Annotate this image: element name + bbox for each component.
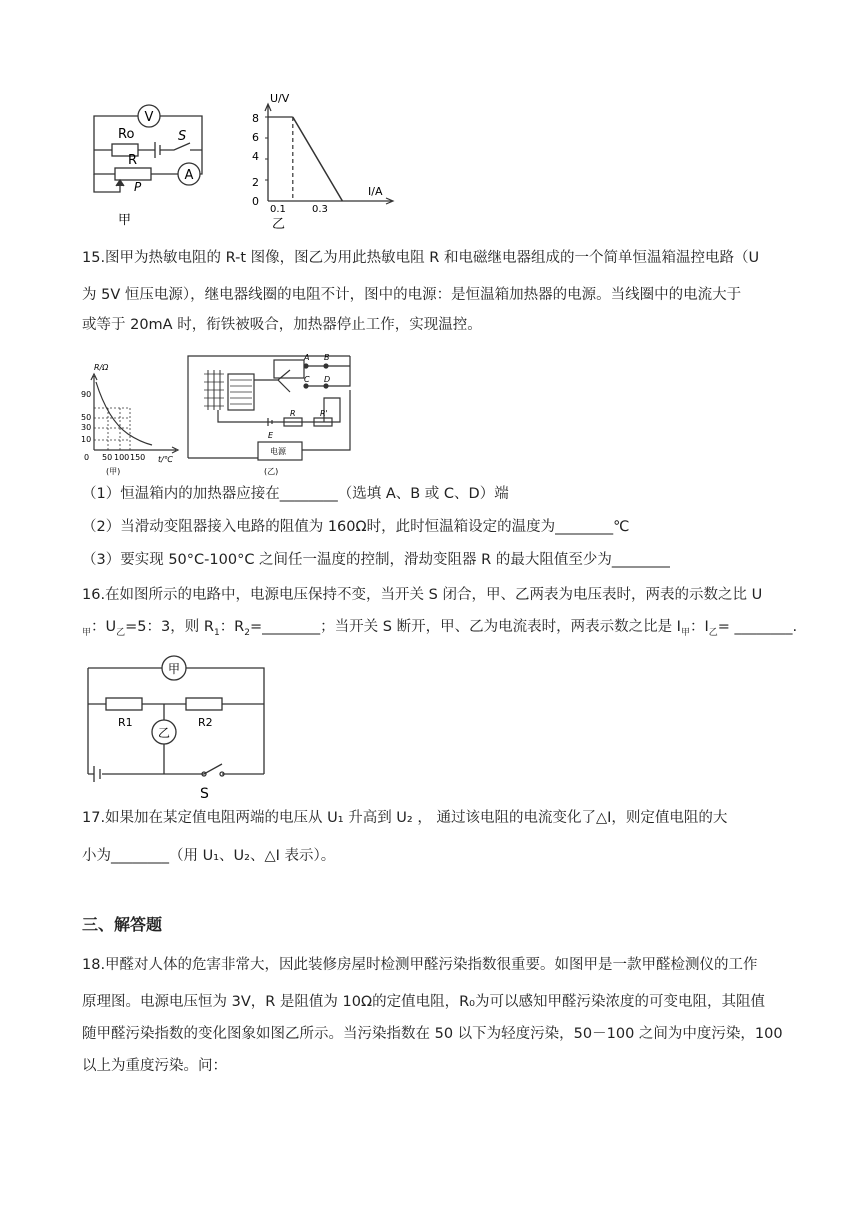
y-tick-8: 8 bbox=[252, 112, 259, 125]
r-label-15: R bbox=[290, 409, 296, 418]
r1-label: R1 bbox=[118, 716, 133, 729]
terminal-d: D bbox=[324, 375, 331, 384]
fig14-yi-label: 乙 bbox=[272, 217, 286, 232]
r-rheostat bbox=[115, 168, 151, 180]
q15-graph-y-label: R/Ω bbox=[94, 363, 109, 372]
voltmeter-label: V bbox=[144, 110, 154, 125]
sub-yi: 乙 bbox=[116, 627, 126, 638]
q15-x-tick-0: 0 bbox=[84, 453, 90, 462]
q17-line-2: 小为________（用 U₁、U₂、△I 表示）。 bbox=[82, 848, 336, 864]
q16-figure bbox=[80, 650, 270, 800]
q15-x-tick-100: 100 bbox=[114, 453, 130, 462]
y-tick-2: 2 bbox=[252, 176, 259, 189]
q15-graph-jia bbox=[91, 374, 178, 453]
r2-label: R2 bbox=[198, 716, 213, 729]
terminal-b: B bbox=[324, 353, 330, 362]
sub-jia-2: 甲 bbox=[680, 627, 690, 638]
power-label: 电源 bbox=[270, 447, 286, 456]
series-line bbox=[293, 117, 343, 201]
q17-line-1: 17.如果加在某定值电阻两端的电压从 U₁ 升高到 U₂ ， 通过该电阻的电流变化了△I，则定值电阻的大 bbox=[82, 810, 728, 826]
q18-line-3: 随甲醛污染指数的变化图象如图乙所示。当污染指数在 50 以下为轻度污染，50－100 之间为中度污染，100 bbox=[82, 1026, 783, 1042]
q15-sub-2: （2）当滑动变阻器接入电路的阻值为 160Ω时，此时恒温箱设定的温度为________℃ bbox=[82, 519, 630, 535]
sub-yi-2: 乙 bbox=[708, 627, 718, 638]
q16-text-e: ：I bbox=[689, 619, 709, 635]
r1-resistor bbox=[106, 698, 142, 710]
y-tick-6: 6 bbox=[252, 131, 259, 144]
q15-line-2: 为 5V 恒压电源），继电器线圈的电阻不计，图中的电源：是恒温箱加热器的电源。当线圈中的电流大于 bbox=[82, 287, 742, 303]
q15-circuit-yi bbox=[188, 356, 350, 460]
e-label: E bbox=[268, 431, 274, 440]
q15-figure bbox=[78, 350, 368, 480]
q15-x-tick-50: 50 bbox=[102, 453, 113, 462]
y-tick-0: 0 bbox=[252, 195, 259, 208]
x-tick-0-3: 0.3 bbox=[312, 204, 328, 215]
q15-yi-label: (乙) bbox=[264, 467, 279, 476]
q15-y-tick-90: 90 bbox=[81, 390, 92, 399]
q16-text-d: =________；当开关 S 断开，甲、乙为电流表时，两表示数之比是 I bbox=[250, 619, 681, 635]
q16-text-c: ：R bbox=[219, 619, 245, 635]
slider-wire bbox=[94, 174, 120, 192]
ammeter-label: A bbox=[184, 168, 194, 183]
switch-s-label: S bbox=[200, 786, 209, 800]
battery-icon-16 bbox=[94, 766, 100, 782]
r2-resistor bbox=[186, 698, 222, 710]
q15-sub-3: （3）要实现 50°C-100°C 之间任一温度的控制，滑劫变阻器 R 的最大阻值至少为________ bbox=[82, 552, 670, 568]
q15-line-3: 或等于 20mA 时，衔铁被吸合，加热器停止工作，实现温控。 bbox=[82, 317, 482, 333]
meter-yi-label: 乙 bbox=[157, 726, 171, 740]
sub-1: 1 bbox=[213, 627, 220, 638]
q15-sub-1: （1）恒温箱内的加热器应接在________（选填 A、B 或 C、D）端 bbox=[82, 486, 509, 502]
slider-label: P bbox=[134, 180, 142, 194]
q16-line-2 bbox=[82, 617, 798, 643]
q16-text-a: ：U bbox=[91, 619, 117, 635]
r0-label: Ro bbox=[118, 127, 135, 142]
fig14-jia-label: 甲 bbox=[118, 213, 132, 228]
graph-x-axis-label: I/A bbox=[368, 185, 383, 198]
q15-y-tick-50: 50 bbox=[81, 413, 92, 422]
q18-line-1: 18.甲醛对人体的危害非常大，因此装修房屋时检测甲醛污染指数很重要。如图甲是一款甲醛检测仪的工作 bbox=[82, 957, 758, 973]
meter-jia-label: 甲 bbox=[167, 662, 181, 676]
q16-line-1: 16.在如图所示的电路中，电源电压保持不变，当开关 S 闭合，甲、乙两表为电压表时，两表的示数之比 U bbox=[82, 587, 763, 603]
graph-y-axis-label: U/V bbox=[270, 92, 290, 105]
battery-icon bbox=[155, 142, 160, 158]
sub-2: 2 bbox=[244, 627, 250, 638]
sub-jia: 甲 bbox=[82, 627, 92, 638]
y-tick-4: 4 bbox=[252, 150, 259, 163]
x-tick-0-1: 0.1 bbox=[270, 204, 286, 215]
switch-label: S bbox=[178, 129, 187, 144]
section-title: 三、解答题 bbox=[82, 915, 163, 934]
r-label: R bbox=[128, 153, 138, 168]
q15-graph-x-label: t/℃ bbox=[158, 455, 173, 464]
q15-y-tick-30: 30 bbox=[81, 423, 92, 432]
q14-figure bbox=[82, 88, 402, 233]
q15-jia-label: (甲) bbox=[106, 467, 121, 476]
q15-y-tick-10: 10 bbox=[81, 435, 92, 444]
q15-line-1: 15.图甲为热敏电阻的 R-t 图像，图乙为用此热敏电阻 R 和电磁继电器组成的一个简单恒温箱温控电路（U bbox=[82, 250, 760, 266]
terminal-a: A bbox=[304, 353, 310, 362]
q18-line-4: 以上为重度污染。问： bbox=[82, 1058, 227, 1074]
q18-line-2: 原理图。电源电压恒为 3V，R 是阻值为 10Ω的定值电阻，R₀为可以感知甲醛污染浓度的可变电阻，其阻值 bbox=[82, 994, 765, 1010]
terminal-c: C bbox=[304, 375, 310, 384]
q16-text-f: = ________. bbox=[717, 619, 798, 635]
q15-x-tick-150: 150 bbox=[130, 453, 146, 462]
q16-text-b: =5：3，则 R bbox=[125, 619, 214, 635]
rp-label: R' bbox=[320, 409, 328, 418]
